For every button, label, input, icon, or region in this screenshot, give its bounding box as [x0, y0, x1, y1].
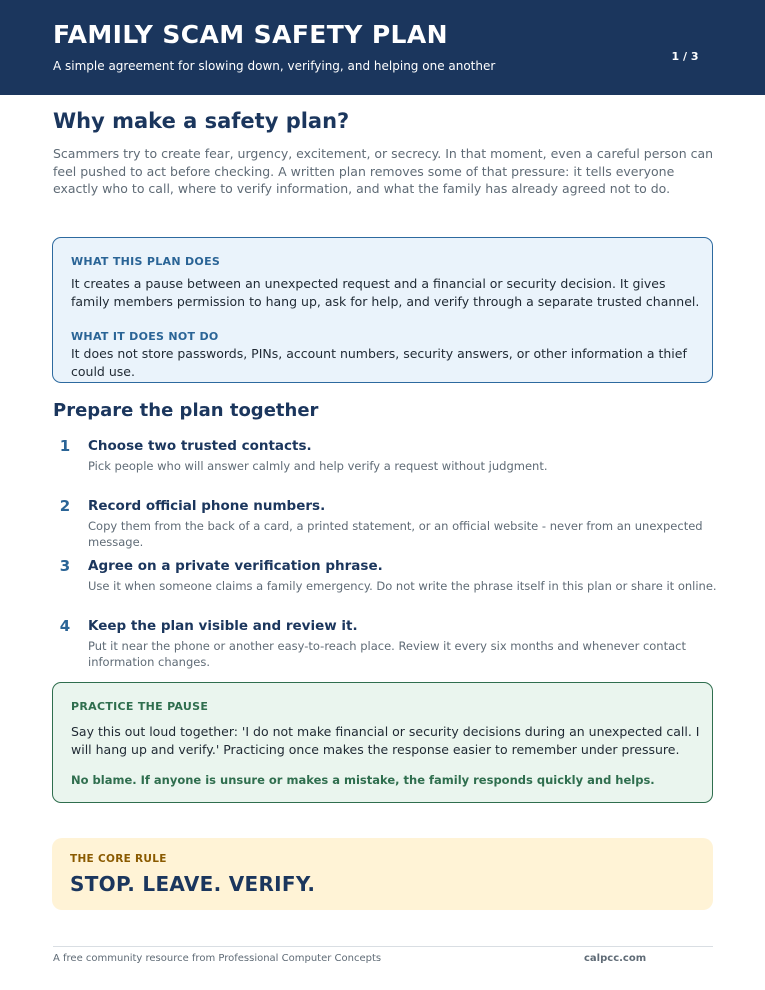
step-description: Put it near the phone or another easy-to-reach place. Review it every six months and whenever contact information changes.	[88, 639, 686, 669]
plan-purpose-box	[52, 237, 713, 383]
practice-pause-box	[52, 682, 713, 803]
core-rule-text: STOP. LEAVE. VERIFY.	[70, 872, 316, 896]
step-number: 3	[59, 557, 71, 575]
step-number: 1	[59, 437, 71, 455]
does-not-text: It does not store passwords, PINs, account numbers, security answers, or other information a thief could use.	[71, 346, 687, 379]
step-item	[53, 617, 718, 667]
footer-credit: A free community resource from Professional Computer Concepts	[53, 953, 382, 964]
document-title: FAMILY SCAM SAFETY PLAN	[53, 20, 448, 49]
footer-website: calpcc.com	[584, 953, 647, 964]
step-title: Agree on a private verification phrase.	[88, 558, 383, 574]
practice-label: PRACTICE THE PAUSE	[71, 700, 209, 713]
does-not-label: WHAT IT DOES NOT DO	[71, 330, 219, 343]
footer-divider	[53, 946, 713, 947]
why-heading: Why make a safety plan?	[53, 109, 350, 133]
no-blame-note: No blame. If anyone is unsure or makes a mistake, the family responds quickly and helps.	[71, 773, 655, 787]
document-subtitle: A simple agreement for slowing down, verifying, and helping one another	[53, 59, 496, 73]
does-label: WHAT THIS PLAN DOES	[71, 255, 221, 268]
does-text: It creates a pause between an unexpected request and a financial or security decision. It gives family members permission to hang up, ask for help, and verify through a separate trusted channel.	[71, 276, 700, 309]
step-description: Pick people who will answer calmly and help verify a request without judgment.	[88, 459, 548, 473]
step-description: Use it when someone claims a family emergency. Do not write the phrase itself in this plan or share it online.	[88, 579, 717, 593]
step-number: 2	[59, 497, 71, 515]
step-title: Keep the plan visible and review it.	[88, 618, 358, 634]
step-item	[53, 497, 718, 547]
core-rule-label: THE CORE RULE	[70, 853, 167, 865]
page-header	[0, 0, 765, 95]
step-item	[53, 557, 718, 607]
step-number: 4	[59, 617, 71, 635]
step-title: Choose two trusted contacts.	[88, 438, 312, 454]
practice-text: Say this out loud together: 'I do not make financial or security decisions during an unexpected call. I will hang up and verify.' Practicing once makes the response easier to remember under pressure.	[71, 724, 700, 757]
step-item	[53, 437, 718, 487]
prepare-heading: Prepare the plan together	[53, 400, 319, 421]
step-description: Copy them from the back of a card, a printed statement, or an official website - never from an unexpected message.	[88, 519, 703, 549]
why-body-text: Scammers try to create fear, urgency, excitement, or secrecy. In that moment, even a careful person can feel pushed to act before checking. A written plan removes some of that pressure: it tells everyone exactly who to call, where to verify information, and what the family has already agreed not to do.	[53, 146, 714, 196]
step-title: Record official phone numbers.	[88, 498, 326, 514]
page-number: 1 / 3	[671, 50, 699, 63]
core-rule-box	[52, 838, 713, 910]
